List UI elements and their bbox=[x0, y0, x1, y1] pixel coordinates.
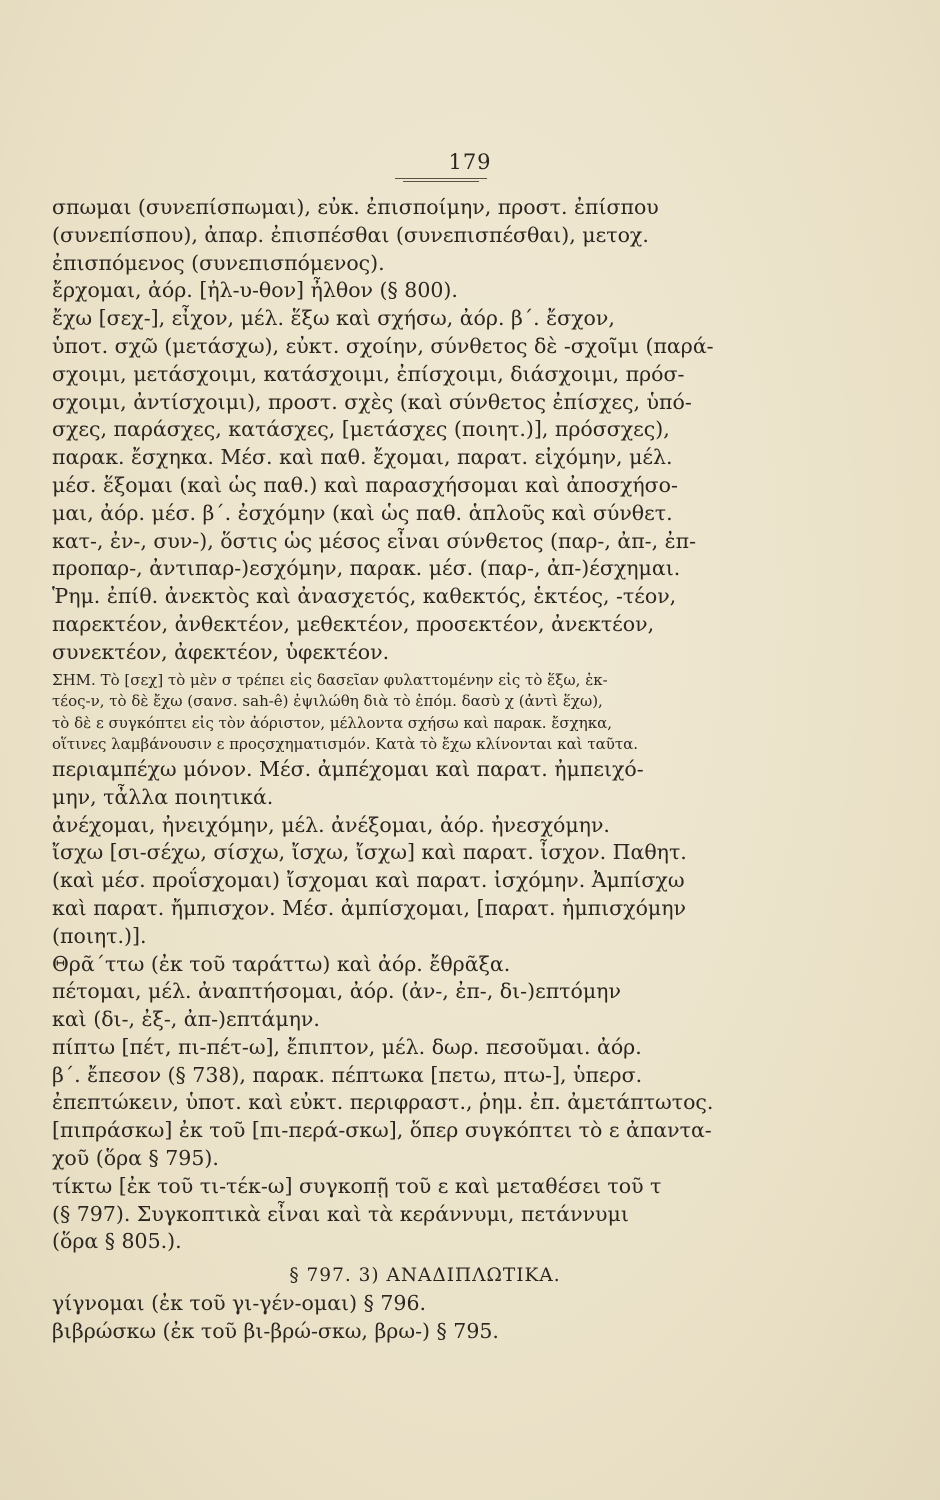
text-line: σχες, παράσχες, κατάσχες, [μετάσχες (ποιητ.)], πρόσσχες), bbox=[52, 417, 670, 442]
text-line: περιαμπέχω μόνον. Μέσ. ἀμπέχομαι καὶ παρατ. ἠμπειχό- bbox=[52, 756, 644, 781]
text-line: ἐπεπτώκειν, ὑποτ. καὶ εὐκτ. περιφραστ., ῥημ. ἐπ. ἀμετάπτωτος. bbox=[52, 1090, 714, 1115]
text-line: (§ 797). Συγκοπτικὰ εἶναι καὶ τὰ κεράννυμι, πετάννυμι bbox=[52, 1201, 629, 1226]
text-line: παρεκτέον, ἀνθεκτέον, μεθεκτέον, προσεκτέον, ἀνεκτέον, bbox=[52, 611, 655, 636]
section-heading: § 797. 3) ΑΝΑΔΙΠΛΩΤΙΚΑ. bbox=[289, 1265, 561, 1287]
text-line: (ποιητ.)]. bbox=[52, 923, 147, 948]
text-line: Θρᾶ΄ττω (ἐκ τοῦ ταράττω) καὶ ἀόρ. ἔθρᾶξα. bbox=[52, 951, 511, 976]
text-line: ἴσχω [σι-σέχω, σίσχω, ἴσχω, ἴσχω] καὶ παρατ. ἶσχον. Παθητ. bbox=[52, 840, 687, 865]
text-line: συνεκτέον, ἀφεκτέον, ὑφεκτέον. bbox=[52, 639, 390, 664]
text-line: προπαρ-, ἀντιπαρ-)εσχόμην, παρακ. μέσ. (παρ-, ἀπ-)έσχημαι. bbox=[52, 556, 681, 581]
text-line: καὶ (δι-, ἐξ-, ἀπ-)επτάμην. bbox=[52, 1007, 320, 1032]
text-line: σχοιμι, ἀντίσχοιμι), προστ. σχὲς (καὶ σύνθετος ἐπίσχες, ὑπό- bbox=[52, 389, 692, 414]
text-line: [πιπράσκω] ἐκ τοῦ [πι-περά-σκω], ὅπερ συγκόπτει τὸ ε ἀπαντα- bbox=[52, 1118, 712, 1143]
page-number: 179 bbox=[448, 150, 492, 174]
text-line: Ῥημ. ἐπίθ. ἀνεκτὸς καὶ ἀνασχετός, καθεκτός, ἑκτέος, -τέον, bbox=[52, 584, 677, 609]
text-line: πέτομαι, μέλ. ἀναπτήσομαι, ἀόρ. (ἀν-, ἐπ-, δι-)επτόμην bbox=[52, 979, 621, 1004]
text-line: ὑποτ. σχῶ (μετάσχω), εὐκτ. σχοίην, σύνθετος δὲ -σχοῖμι (παρά- bbox=[52, 333, 714, 358]
verb-entries-block-2 bbox=[52, 756, 798, 1256]
text-line: (καὶ μέσ. προΐσχομαι) ἴσχομαι καὶ παρατ. ἰσχόμην. Ἀμπίσχω bbox=[52, 868, 685, 893]
text-line: ἔρχομαι, ἀόρ. [ἠλ-υ-θον] ἦλθον (§ 800). bbox=[52, 278, 458, 303]
text-line: μην, τἆλλα ποιητικά. bbox=[52, 784, 274, 809]
text-line: σχοιμι, μετάσχοιμι, κατάσχοιμι, ἐπίσχοιμι, διάσχοιμι, πρόσ- bbox=[52, 361, 685, 386]
verb-entries-block-3 bbox=[52, 1290, 798, 1346]
text-line: παρακ. ἔσχηκα. Μέσ. καὶ παθ. ἔχομαι, παρατ. εἰχόμην, μέλ. bbox=[52, 445, 673, 470]
text-line: κατ-, ἐν-, συν-), ὅστις ὡς μέσος εἶναι σύνθετος (παρ-, ἀπ-, ἐπ- bbox=[52, 528, 697, 553]
text-line: βιβρώσκω (ἐκ τοῦ βι-βρώ-σκω, βρω-) § 795. bbox=[52, 1318, 499, 1343]
text-line: καὶ παρατ. ἤμπισχον. Μέσ. ἀμπίσχομαι, [παρατ. ἠμπισχόμην bbox=[52, 895, 686, 920]
text-line: πίπτω [πέτ, πι-πέτ-ω], ἔπιπτον, μέλ. δωρ. πεσοῦμαι. ἀόρ. bbox=[52, 1034, 642, 1059]
text-line: χοῦ (ὅρα § 795). bbox=[52, 1146, 219, 1171]
page-body bbox=[52, 194, 798, 1346]
text-line: οἵτινες λαμβάνουσιν ε προςσχηματισμόν. Κατὰ τὸ ἔχω κλίνονται καὶ ταῦτα. bbox=[52, 735, 639, 754]
text-line: τὸ δὲ ε συγκόπτει εἰς τὸν ἀόριστον, μέλλοντα σχήσω καὶ παρακ. ἔσχηκα, bbox=[52, 713, 612, 732]
text-line: γίγνομαι (ἐκ τοῦ γι-γέν-ομαι) § 796. bbox=[52, 1291, 427, 1316]
text-line: μέσ. ἕξομαι (καὶ ὡς παθ.) καὶ παρασχήσομαι καὶ ἀποσχήσο- bbox=[52, 472, 678, 497]
text-line: σπωμαι (συνεπίσπωμαι), εὐκ. ἐπισποίμην, προστ. ἐπίσπου bbox=[52, 195, 659, 219]
text-line: ΣΗΜ. Τὸ [σεχ] τὸ μὲν σ τρέπει εἰς δασεῖαν φυλαττομένην εἰς τὸ ἕξω, ἑκ- bbox=[52, 670, 608, 689]
text-line: ἐπισπόμενος (συνεπισπόμενος). bbox=[52, 250, 385, 275]
text-line: τίκτω [ἐκ τοῦ τι-τέκ-ω] συγκοπῇ τοῦ ε καὶ μεταθέσει τοῦ τ bbox=[52, 1173, 662, 1198]
text-line: ἀνέχομαι, ἠνειχόμην, μέλ. ἀνέξομαι, ἀόρ. ἠνεσχόμην. bbox=[52, 812, 610, 837]
note-block bbox=[52, 670, 798, 756]
text-line: τέος-ν, τὸ δὲ ἔχω (σανσ. sah-ê) ἐψιλώθη διὰ τὸ ἑπόμ. δασὺ χ (ἀντὶ ἕχω), bbox=[52, 692, 603, 711]
text-line: (ὅρα § 805.). bbox=[52, 1229, 182, 1254]
text-line: μαι, ἀόρ. μέσ. β΄. ἐσχόμην (καὶ ὡς παθ. ἁπλοῦς καὶ σύνθετ. bbox=[52, 500, 673, 525]
text-line: ἔχω [σεχ-], εἶχον, μέλ. ἕξω καὶ σχήσω, ἀόρ. β΄. ἔσχον, bbox=[52, 306, 615, 331]
page-number-rule bbox=[395, 178, 487, 185]
text-line: β΄. ἔπεσον (§ 738), παρακ. πέπτωκα [πετω, πτω-], ὑπερσ. bbox=[52, 1062, 643, 1087]
text-line: (συνεπίσπου), ἀπαρ. ἐπισπέσθαι (συνεπισπέσθαι), μετοχ. bbox=[52, 222, 649, 247]
verb-entries-block-1 bbox=[52, 194, 798, 667]
